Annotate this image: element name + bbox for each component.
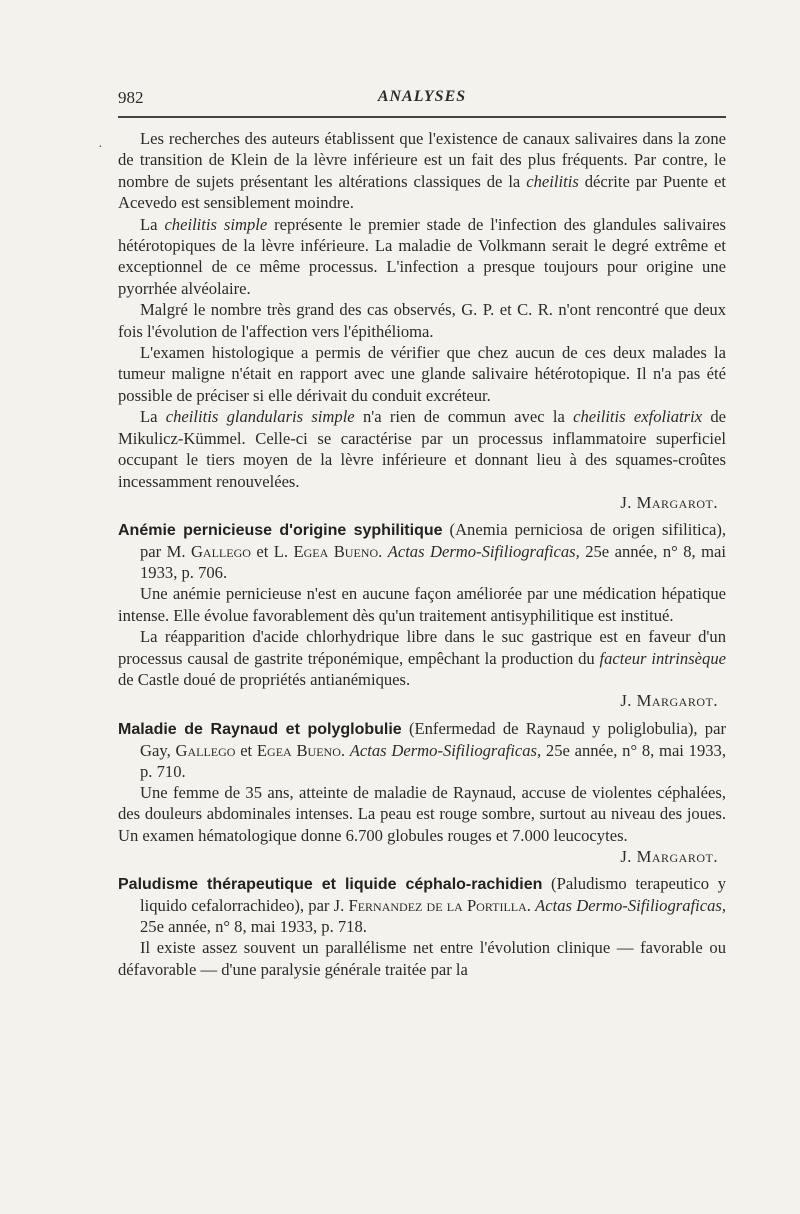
text-run: 25e année, n° 8, mai 1933, p. 706.: [140, 542, 726, 583]
text-run: représente le premier stade de l'infection des glandules salivaires hétérotopiques de la lèvre inférieure. La maladie de Volkmann serait le degré extrême et exceptionnel de ce même processus. L'infection a presque toujours pour origine une pyorrhée alvéolaire.: [118, 214, 727, 298]
paragraph: [118, 214, 726, 300]
page-content: [118, 128, 726, 980]
signature: J. Margarot.: [620, 691, 718, 711]
italic-text: facteur intrinsèque: [599, 648, 726, 668]
author-name: Egea Bueno: [256, 740, 341, 760]
italic-text: cheilitis glandularis simple: [165, 407, 355, 427]
italic-text: Actas Dermo-Sifiliograficas,: [349, 740, 542, 760]
article-title: Anémie pernicieuse d'origine syphilitique: [118, 522, 443, 540]
text-run: La: [140, 214, 165, 234]
margin-mark: ·: [98, 140, 103, 155]
text-run: L'examen histologique a permis de vérifier que chez aucun de ces deux malades la tumeur maligne n'était en rapport avec une glande salivaire hétérotopique. Il n'a pas été possible de préciser si elle dérivait du conduit excréteur.: [118, 343, 726, 405]
author-name: Gallego: [190, 542, 251, 562]
signature: J. Margarot.: [620, 492, 718, 512]
text-run: Malgré le nombre très grand des cas observés, G. P. et C. R. n'ont rencontré que deux fois l'évolution de l'affection vers l'épithélioma.: [118, 300, 726, 341]
text-run: .: [340, 740, 350, 760]
text-run: de Castle doué de propriétés antianémiques.: [118, 669, 411, 689]
header-rule: [118, 116, 726, 118]
paragraph: [118, 128, 726, 214]
article-heading: [118, 873, 726, 937]
paragraph: [118, 937, 726, 980]
text-run: et L.: [250, 542, 294, 562]
signature: J. Margarot.: [620, 846, 718, 866]
article-title: Paludisme thérapeutique et liquide céphalo-rachidien: [118, 876, 543, 894]
text-run: (Paludismo terapeutico y liquido cefalorrachideo), par J.: [140, 874, 726, 916]
text-run: et: [235, 740, 257, 760]
italic-text: cheilitis: [526, 171, 579, 191]
text-run: 25e année, n° 8, mai 1933, p. 718.: [140, 917, 367, 937]
text-run: .: [378, 542, 388, 562]
text-run: La réapparition d'acide chlorhydrique libre dans le suc gastrique est en faveur d'un processus causal de gastrite tréponémique, empêchant la production du: [118, 627, 726, 668]
text-run: .: [526, 896, 536, 916]
text-run: La: [140, 407, 166, 427]
text-run: décrite par Puente et Acevedo est sensiblement moindre.: [118, 171, 726, 213]
text-run: de Mikulicz-Kümmel. Celle-ci se caractérise par un processus inflammatoire superficiel occupant le tiers moyen de la lèvre inférieure et donnant lieu à des squames-croûtes incessamment renouvelées.: [118, 407, 727, 491]
paragraph: [118, 626, 726, 690]
italic-text: cheilitis simple: [164, 214, 268, 234]
paragraph: [118, 342, 726, 406]
article-heading: [118, 519, 726, 583]
author-name: Gallego: [175, 740, 236, 760]
article-heading: [118, 718, 726, 782]
italic-text: cheilitis exfoliatrix: [573, 407, 703, 427]
text-run: 25e année, n° 8, mai 1933, p. 710.: [140, 740, 726, 781]
page-number: 982: [118, 88, 144, 107]
paragraph: [118, 406, 726, 492]
text-run: (Enfermedad de Raynaud y poliglobulia), par Gay,: [140, 718, 726, 760]
text-run: Il existe assez souvent un parallélisme net entre l'évolution clinique — favorable ou défavorable — d'une paralysie générale traitée par la: [118, 938, 726, 979]
paragraph: [118, 299, 726, 342]
page-header: [118, 88, 726, 112]
text-run: Une anémie pernicieuse n'est en aucune façon améliorée par une médication hépatique intense. Elle évolue favorablement dès qu'un traitement antisyphilitique est institué.: [118, 584, 726, 625]
author-name: Egea Bueno: [293, 542, 379, 562]
italic-text: Actas Dermo-Sifiliograficas,: [387, 542, 580, 562]
running-title: ANALYSES: [377, 88, 467, 105]
text-run: n'a rien de commun avec la: [354, 407, 574, 427]
text-run: Une femme de 35 ans, atteinte de maladie de Raynaud, accuse de violentes céphalées, des douleurs abdominales intenses. La peau est rouge sombre, surtout au niveau des joues. Un examen hématologique donne 6.700 globules rouges et 7.000 leucocytes.: [118, 782, 726, 845]
text-run: Les recherches des auteurs établissent que l'existence de canaux salivaires dans la zone de transition de Klein de la lèvre inférieure est un fait des plus fréquents. Par contre, le nombre de sujets présentant les altérations classiques de la: [118, 129, 726, 191]
paragraph: [118, 782, 726, 846]
author-name: Fernandez de la Portilla: [348, 896, 527, 916]
text-run: (Anemia perniciosa de origen sifilitica), par M.: [140, 520, 726, 562]
article-title: Maladie de Raynaud et polyglobulie: [118, 720, 402, 738]
paragraph: [118, 583, 726, 626]
italic-text: Actas Dermo-Sifiliograficas,: [535, 896, 727, 916]
